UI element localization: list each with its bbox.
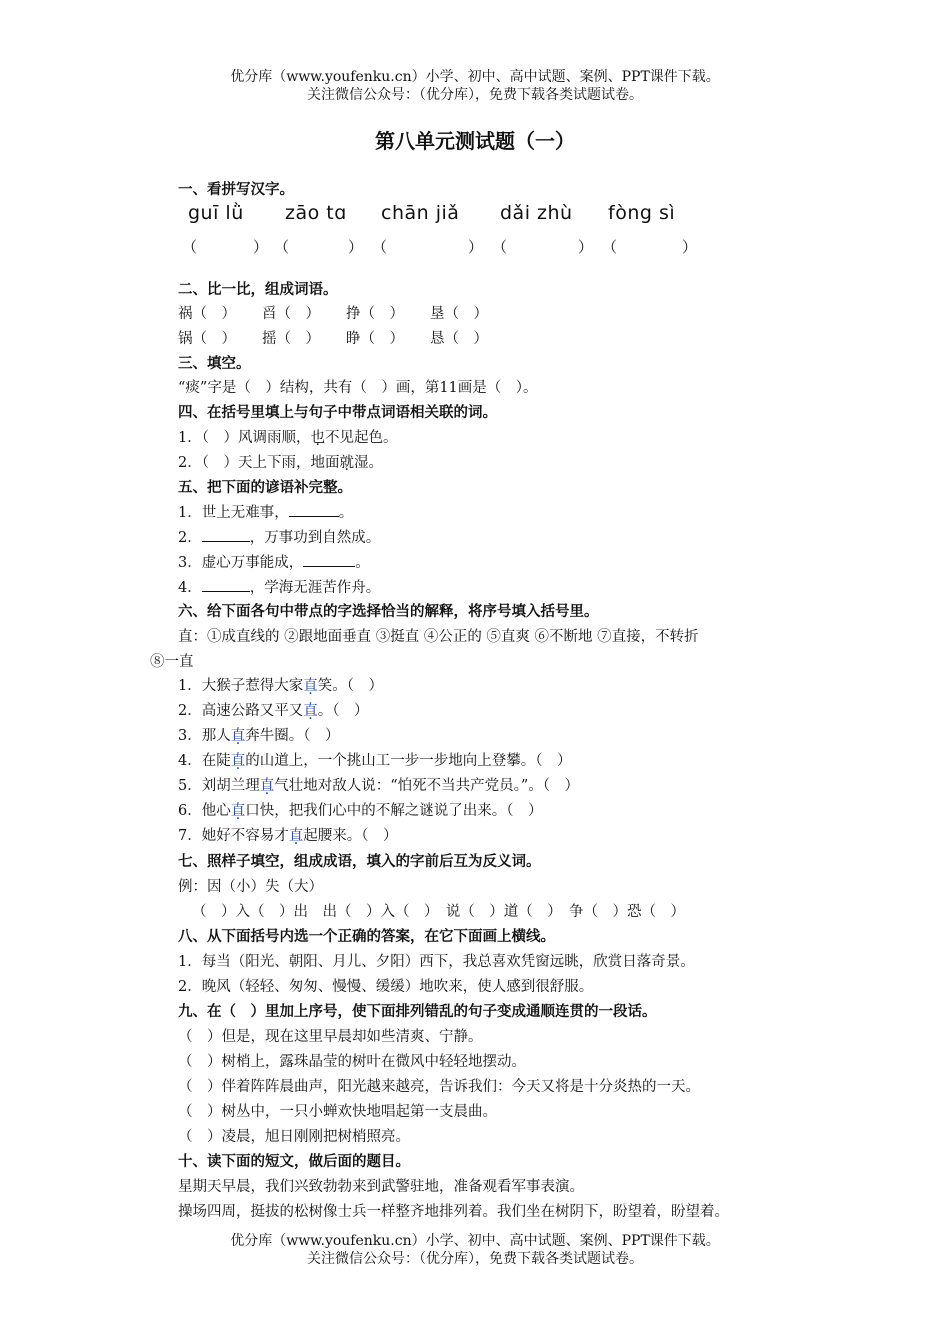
q4-1-pre: 1．（ ）风调雨顺， xyxy=(178,430,311,446)
zhi-item-5-post: 气壮地对敌人说：“怕死不当共产党员。”。（ ） xyxy=(274,778,580,794)
page-header-line2: 关注微信公众号：（优分库），免费下载各类试题试卷。 xyxy=(307,87,643,103)
answer-paren-5-open: （ xyxy=(602,238,618,256)
proverb-3 xyxy=(178,551,370,572)
definition-options-line2: ⑧一直 xyxy=(150,654,194,670)
pinyin-2: zāo tɑ xyxy=(285,202,347,224)
zhi-item-4-char: 直 xyxy=(230,753,246,769)
zhi-item-5-char: 直 xyxy=(259,778,275,794)
answer-paren-1-open: （ xyxy=(182,238,198,256)
zhi-item-1-char: 直 xyxy=(303,678,318,694)
section-1-heading: 一、看拼写汉字。 xyxy=(178,182,294,198)
zhi-item-5-pre: 5．刘胡兰理 xyxy=(178,778,260,794)
section-10-heading: 十、读下面的短文，做后面的题目。 xyxy=(178,1154,410,1170)
section-5-heading: 五、把下面的谚语补完整。 xyxy=(178,480,352,496)
proverb-3-blank[interactable] xyxy=(303,554,355,567)
zhi-item-3 xyxy=(178,724,339,745)
zhi-item-7 xyxy=(178,824,397,845)
fill-blank-line: “痰”字是（ ）结构，共有（ ）画，第11画是（ ）。 xyxy=(178,380,538,396)
choice-question-1: 1．每当（阳光、朝阳、月儿、夕阳）西下，我总喜欢凭窗远眺，欣赏日落奇景。 xyxy=(178,954,695,970)
pinyin-5: fòng sì xyxy=(608,202,676,224)
answer-paren-3-open: （ xyxy=(372,238,388,256)
pinyin-3: chān jiǎ xyxy=(381,202,460,224)
section-7-heading: 七、照样子填空，组成成语，填入的字前后互为反义词。 xyxy=(178,854,541,870)
compare-row-2-c: 睁（ ） xyxy=(346,331,404,347)
antonym-example: 例：因（小）失（大） xyxy=(178,879,323,895)
passage-paragraph-2: 操场四周，挺拔的松树像士兵一样整齐地排列着。我们坐在树阴下，盼望着，盼望着。 xyxy=(178,1204,729,1220)
compare-row-2-b: 摇（ ） xyxy=(262,331,320,347)
answer-paren-3-close: ） xyxy=(468,238,484,256)
proverb-2-blank[interactable] xyxy=(202,529,250,542)
compare-row-2-d: 恳（ ） xyxy=(430,331,488,347)
proverb-4-pre: 4． xyxy=(178,580,202,596)
zhi-item-2-post: 。（ ） xyxy=(317,703,369,719)
question-4-2 xyxy=(178,451,383,472)
zhi-item-4-pre: 4．在陡 xyxy=(178,753,231,769)
section-4-heading: 四、在括号里填上与句子中带点词语相关联的词。 xyxy=(178,405,497,421)
zhi-item-3-post: 奔牛圈。（ ） xyxy=(245,728,340,744)
answer-paren-2-close: ） xyxy=(348,238,364,256)
zhi-item-6 xyxy=(178,799,542,820)
choice-question-2: 2．晚风（轻轻、匆匆、慢慢、缓缓）地吹来，使人感到很舒服。 xyxy=(178,979,594,995)
proverb-4 xyxy=(178,576,380,597)
proverb-4-blank[interactable] xyxy=(202,579,250,592)
pinyin-4: dǎi zhù xyxy=(500,202,573,224)
passage-paragraph-1: 星期天早晨，我们兴致勃勃来到武警驻地，准备观看军事表演。 xyxy=(178,1179,584,1195)
q4-1-post: 不见起色。 xyxy=(324,430,398,446)
zhi-item-1-pre: 1．大猴子惹得大家 xyxy=(178,678,304,694)
ordering-item-3: （ ）伴着阵阵晨曲声，阳光越来越亮，告诉我们：今天又将是十分炎热的一天。 xyxy=(178,1079,700,1095)
zhi-item-7-post: 起腰来。（ ） xyxy=(303,828,398,844)
compare-row-1-c: 挣（ ） xyxy=(346,306,404,322)
proverb-2-post: ，万事功到自然成。 xyxy=(249,530,381,546)
ordering-item-2: （ ）树梢上，露珠晶莹的树叶在微风中轻轻地摆动。 xyxy=(178,1054,526,1070)
ordering-item-4: （ ）树丛中，一只小蝉欢快地唱起第一支晨曲。 xyxy=(178,1104,497,1120)
q4-2-dotted: 就 xyxy=(339,455,354,471)
zhi-item-5 xyxy=(178,774,579,795)
section-3-heading: 三、填空。 xyxy=(178,356,251,372)
zhi-item-4 xyxy=(178,749,571,770)
zhi-item-4-post: 的山道上，一个挑山工一步一步地向上登攀。（ ） xyxy=(245,753,572,769)
zhi-item-6-post: 口快，把我们心中的不解之谜说了出来。（ ） xyxy=(245,803,543,819)
zhi-item-1 xyxy=(178,674,383,695)
pinyin-1: guī lǜ xyxy=(188,202,244,224)
answer-paren-5-close: ） xyxy=(682,238,698,256)
page-title: 第八单元测试题（一） xyxy=(375,129,575,153)
page-footer-line2: 关注微信公众号：（优分库），免费下载各类试题试卷。 xyxy=(307,1251,643,1267)
zhi-item-3-pre: 3．那人 xyxy=(178,728,231,744)
zhi-item-2-char: 直 xyxy=(303,703,318,719)
answer-paren-4-open: （ xyxy=(492,238,508,256)
proverb-3-pre: 3．虚心万事能成， xyxy=(178,555,304,571)
section-8-heading: 八、从下面括号内选一个正确的答案，在它下面画上横线。 xyxy=(178,929,555,945)
proverb-4-post: ，学海无涯苦作舟。 xyxy=(249,580,381,596)
compare-row-2-a: 锅（ ） xyxy=(178,331,236,347)
zhi-item-7-char: 直 xyxy=(288,828,304,844)
compare-row-1-b: 舀（ ） xyxy=(262,306,320,322)
compare-row-1-a: 祸（ ） xyxy=(178,306,236,322)
section-6-heading: 六、给下面各句中带点的字选择恰当的解释，将序号填入括号里。 xyxy=(178,604,599,620)
zhi-item-6-pre: 6．他心 xyxy=(178,803,231,819)
page-footer-line1: 优分库（www.youfenku.cn）小学、初中、高中试题、案例、PPT课件下载。 xyxy=(230,1233,720,1249)
antonym-idioms-line: （ ）入（ ）出 出（ ）入（ ） 说（ ）道（ ） 争（ ）恐（ ） xyxy=(192,904,685,920)
q4-2-post: 湿。 xyxy=(353,455,383,471)
q4-1-dotted: 也 xyxy=(310,430,325,446)
proverb-3-post: 。 xyxy=(355,555,370,571)
zhi-item-1-post: 笑。（ ） xyxy=(317,678,383,694)
question-4-1 xyxy=(178,426,397,447)
answer-paren-2-open: （ xyxy=(274,238,290,256)
answer-paren-4-close: ） xyxy=(578,238,594,256)
definition-options-line1: 直：①成直线的 ②跟地面垂直 ③挺直 ④公正的 ⑤直爽 ⑥不断地 ⑦直接，不转折 xyxy=(178,629,699,645)
proverb-1-blank[interactable] xyxy=(289,504,339,517)
zhi-item-2-pre: 2．高速公路又平又 xyxy=(178,703,304,719)
page-header-line1: 优分库（www.youfenku.cn）小学、初中、高中试题、案例、PPT课件下载。 xyxy=(230,69,720,85)
zhi-item-3-char: 直 xyxy=(230,728,246,744)
compare-row-1-d: 垦（ ） xyxy=(430,306,488,322)
proverb-1-post: 。 xyxy=(338,505,354,521)
proverb-2 xyxy=(178,526,380,547)
section-9-heading: 九、在（ ）里加上序号，使下面排列错乱的句子变成通顺连贯的一段话。 xyxy=(178,1004,657,1020)
q4-2-pre: 2．（ ）天上下雨，地面 xyxy=(178,455,340,471)
section-2-heading: 二、比一比，组成词语。 xyxy=(178,282,338,298)
proverb-2-pre: 2． xyxy=(178,530,202,546)
proverb-1 xyxy=(178,501,353,522)
zhi-item-7-pre: 7．她好不容易才 xyxy=(178,828,289,844)
zhi-item-6-char: 直 xyxy=(230,803,246,819)
proverb-1-pre: 1．世上无难事， xyxy=(178,505,289,521)
ordering-item-1: （ ）但是，现在这里早晨却如些清爽、宁静。 xyxy=(178,1029,483,1045)
zhi-item-2 xyxy=(178,699,368,720)
ordering-item-5: （ ）凌晨，旭日刚刚把树梢照亮。 xyxy=(178,1129,410,1145)
answer-paren-1-close: ） xyxy=(253,238,269,256)
